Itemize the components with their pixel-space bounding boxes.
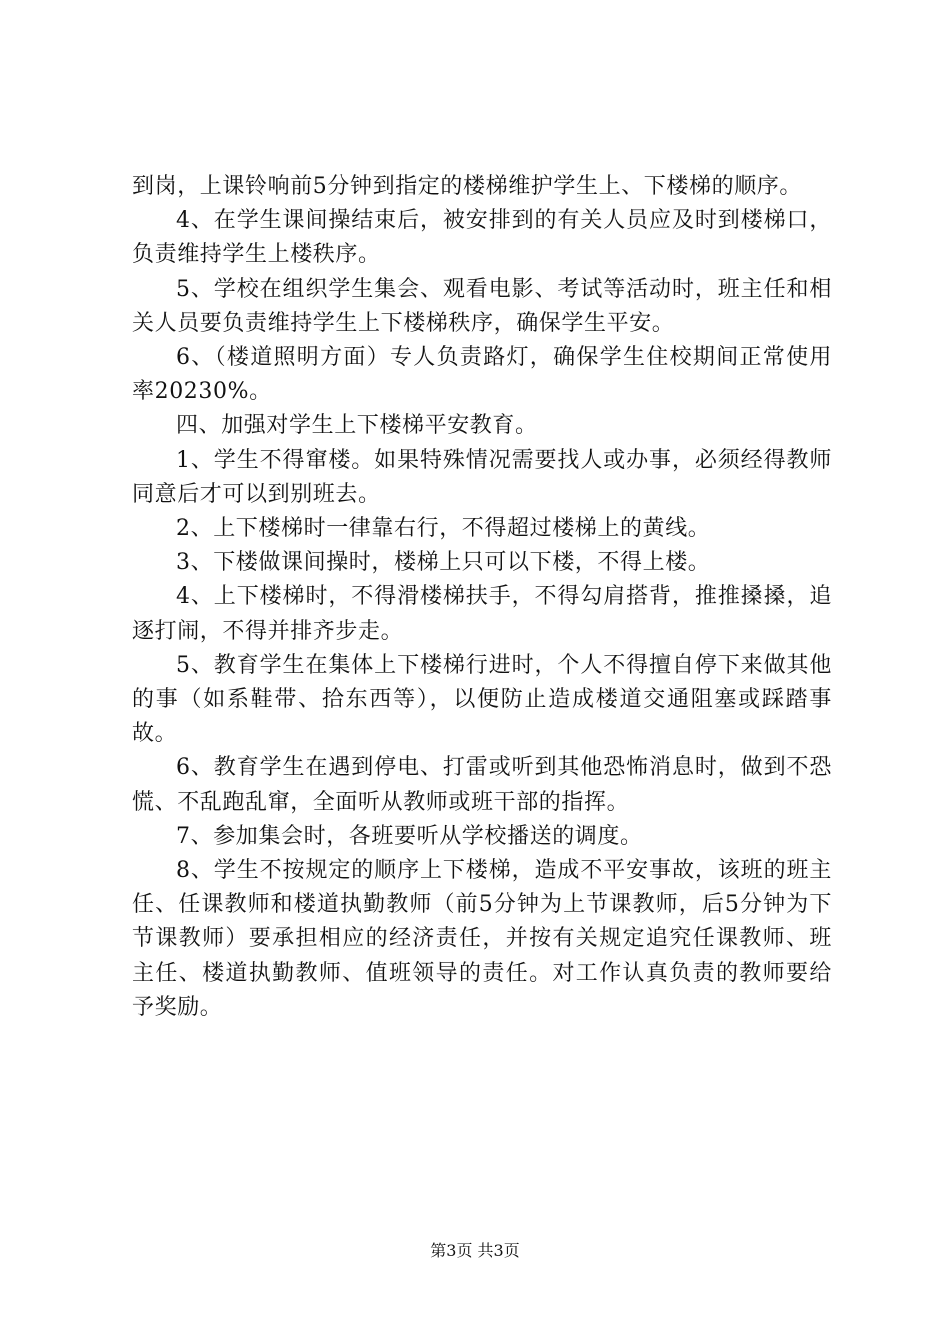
document-body [132,170,832,1025]
paragraph-10: 5、教育学生在集体上下楼梯行进时，个人不得擅自停下来做其他的事（如系鞋带、拾东西等），以便防止造成楼道交通阻塞或踩踏事故。 [132,652,832,747]
paragraph-2: 4、在学生课间操结束后，被安排到的有关人员应及时到楼梯口，负责维持学生上楼秩序。 [132,208,832,268]
paragraph-9: 4、上下楼梯时，不得滑楼梯扶手，不得勾肩搭背，推推搡搡，追逐打闹，不得并排齐步走。 [132,584,832,644]
paragraph-1: 到岗，上课铃响前5分钟到指定的楼梯维护学生上、下楼梯的顺序。 [132,174,802,199]
paragraph-4: 6、（楼道照明方面）专人负责路灯，确保学生住校期间正常使用率20230%。 [132,345,832,405]
paragraph-8: 3、下楼做课间操时，楼梯上只可以下楼，不得上楼。 [176,550,711,576]
paragraph-6: 1、学生不得窜楼。如果特殊情况需要找人或办事，必须经得教师同意后才可以到别班去。 [132,447,832,507]
paragraph-12: 7、参加集会时，各班要听从学校播送的调度。 [176,823,643,849]
paragraph-11: 6、教育学生在遇到停电、打雷或听到其他恐怖消息时，做到不恐慌、不乱跑乱窜，全面听从教师或班干部的指挥。 [132,755,832,815]
section-heading: 四、加强对学生上下楼梯平安教育。 [176,413,538,439]
page-footer: 第3页 共3页 [430,1241,520,1260]
paragraph-3: 5、学校在组织学生集会、观看电影、考试等活动时，班主任和相关人员要负责维持学生上下楼梯秩序，确保学生平安。 [132,276,832,336]
paragraph-13: 8、学生不按规定的顺序上下楼梯，造成不平安事故，该班的班主任、任课教师和楼道执勤教师（前5分钟为上节课教师，后5分钟为下节课教师）要承担相应的经济责任，并按有关规定追究任课教师、班主任、楼道执勤教师、值班领导的责任。对工作认真负责的教师要给予奖励。 [132,858,832,1020]
paragraph-7: 2、上下楼梯时一律靠右行，不得超过楼梯上的黄线。 [176,516,711,542]
